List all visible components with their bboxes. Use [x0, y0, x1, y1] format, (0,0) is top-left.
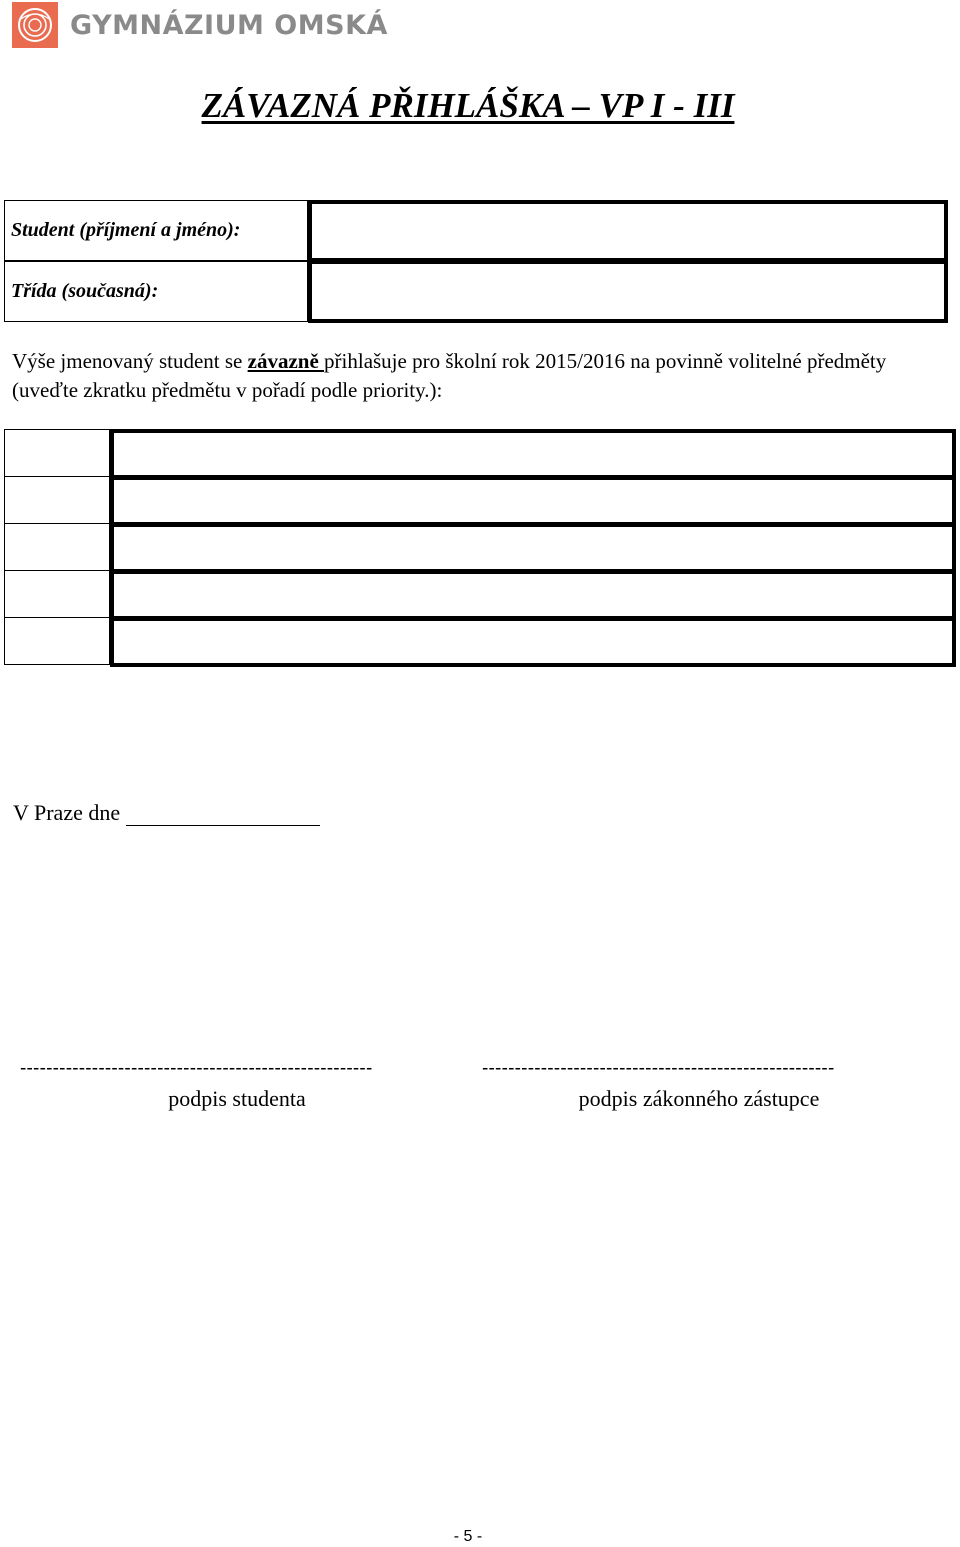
place-date-label: V Praze dne [13, 800, 121, 825]
page-number: - 5 - [453, 1528, 483, 1545]
priority-row-number-cell [4, 429, 110, 477]
priority-subject-field[interactable] [110, 523, 956, 573]
guardian-signature-line[interactable]: ------------------------------------------------------ [482, 1058, 835, 1079]
class-label: Třída (současná): [4, 261, 308, 322]
priority-row-number-cell [4, 523, 110, 571]
priority-subject-field[interactable] [110, 429, 956, 479]
priority-row-number-cell [4, 617, 110, 665]
page-title: ZÁVAZNÁ PŘIHLÁŠKA – VP I - III [201, 86, 735, 125]
priority-row-number-cell [4, 570, 110, 618]
priority-row-number-cell [4, 476, 110, 524]
instructions-part1: Výše jmenovaný student se [12, 349, 248, 373]
instructions-part2: přihlašuje pro školní rok 2015/2016 na povinně volitelné předměty (uveďte zkratku předmětu v pořadí podle priority.): [12, 349, 887, 402]
student-name-label: Student (příjmení a jméno): [4, 200, 308, 261]
student-name-field[interactable] [308, 200, 948, 262]
circle-swirl-logo-icon [12, 2, 58, 48]
priority-subject-field[interactable] [110, 617, 956, 667]
priority-subject-field[interactable] [110, 476, 956, 526]
priority-subject-field[interactable] [110, 570, 956, 620]
logo-text: GYMNÁZIUM OMSKÁ [70, 9, 388, 41]
guardian-signature-label: podpis zákonného zástupce [578, 1086, 820, 1111]
date-field[interactable] [126, 801, 320, 826]
student-signature-line[interactable]: ------------------------------------------------------ [20, 1058, 373, 1079]
school-logo [12, 2, 388, 48]
student-signature-label: podpis studenta [168, 1086, 306, 1111]
class-field[interactable] [308, 260, 948, 323]
instructions-paragraph [12, 347, 942, 405]
instructions-emphasis: závazně [247, 349, 325, 373]
place-date-line [13, 800, 320, 826]
